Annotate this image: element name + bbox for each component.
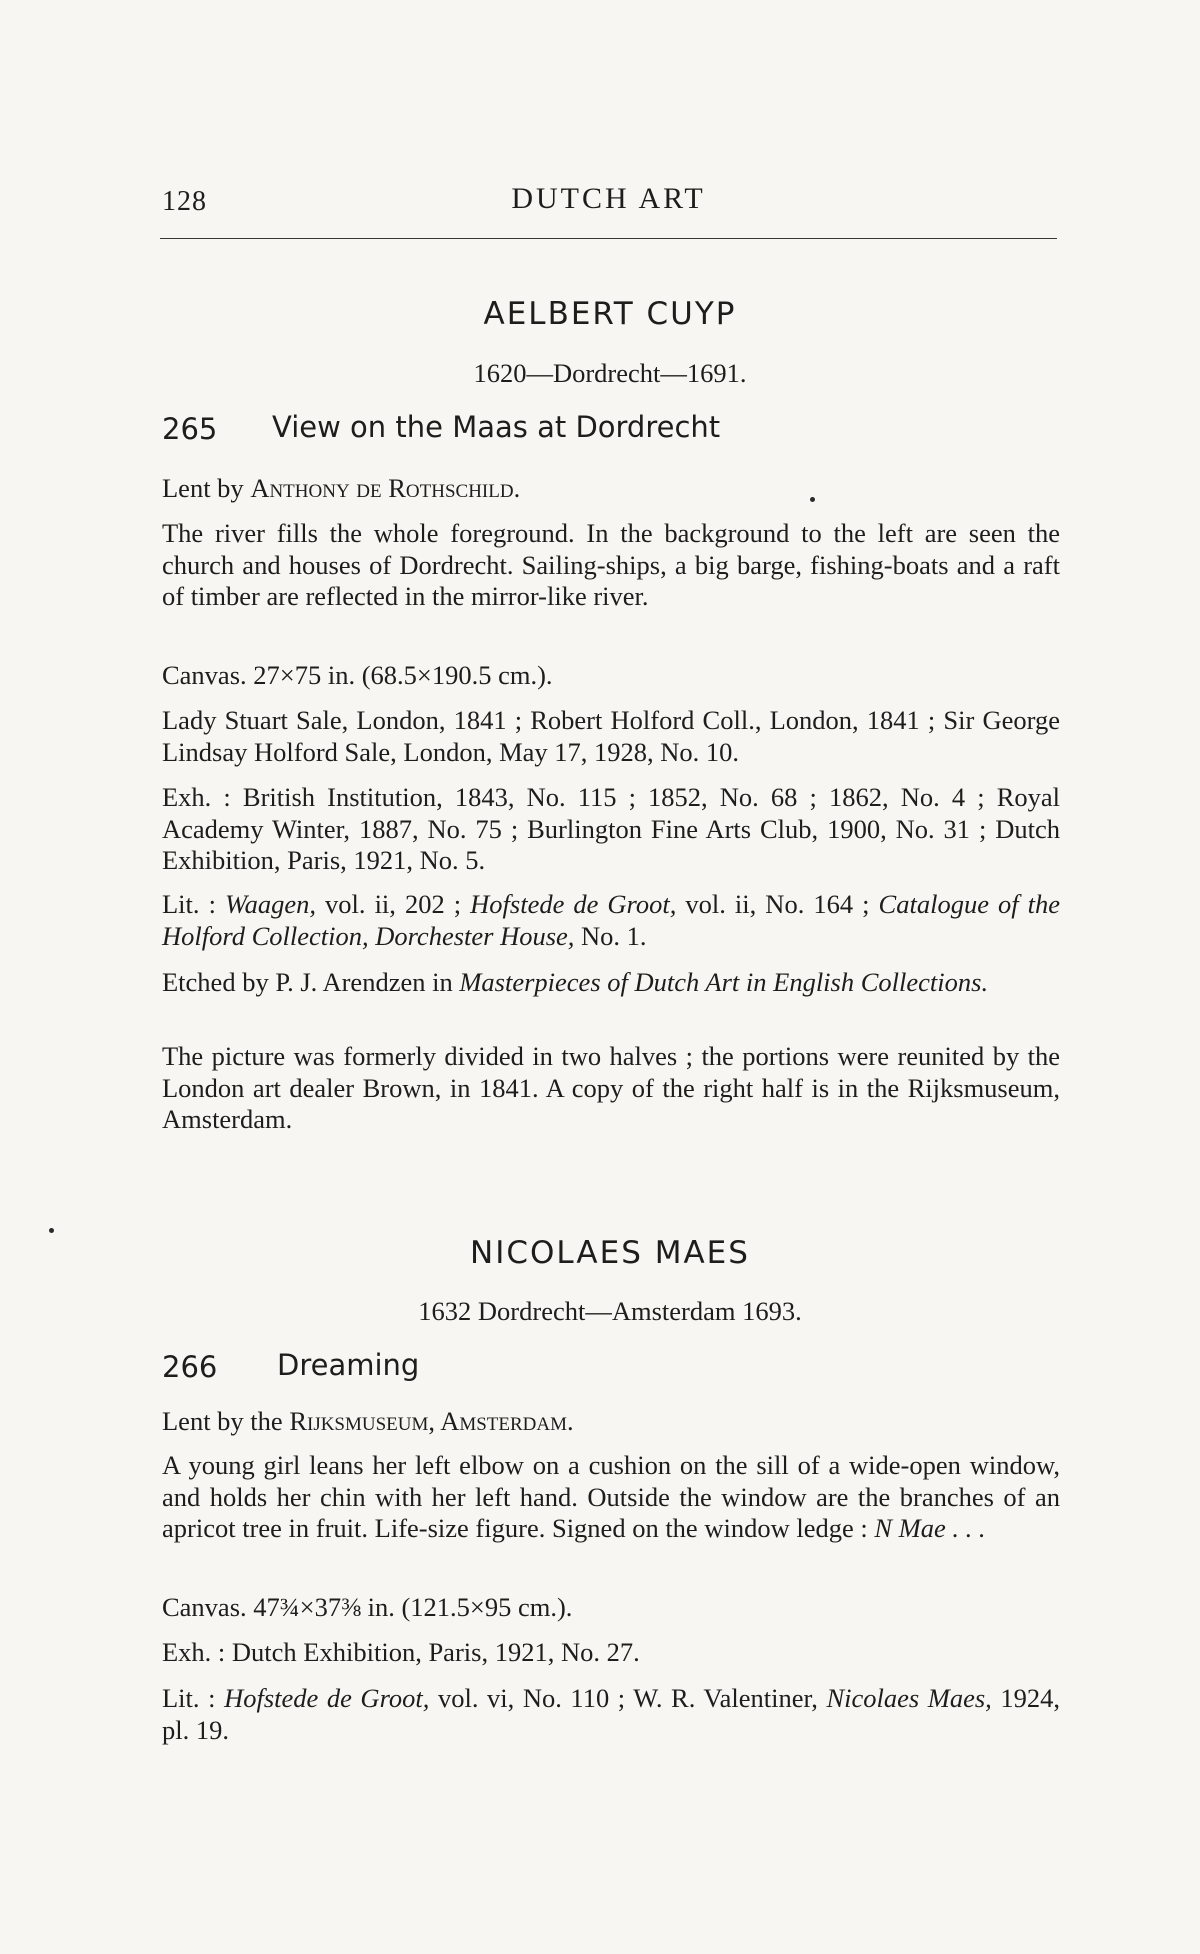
canvas-dimensions: Canvas. 27×75 in. (68.5×190.5 cm.). — [162, 660, 553, 690]
signature-inscription: N Mae . . . — [874, 1513, 986, 1543]
lit-reference: vol. ii, No. 164 ; — [676, 889, 879, 919]
page-number: 128 — [162, 186, 207, 217]
entry-number: 266 — [162, 1350, 218, 1384]
lit-prefix: Lit. : — [162, 889, 216, 919]
entry-description — [162, 1450, 1060, 1545]
literature — [162, 1683, 1060, 1746]
description-text: A young girl leans her left elbow on a cushion on the sill of a wide-open window, and holds her chin with her left hand. Outside the window are the branches of an apricot tree in fruit. Life-size figure. Signed on the window ledge : — [162, 1450, 1060, 1543]
lit-title: Catalogue of the Holford Collection, Dorchester House, — [162, 889, 1061, 951]
exhibitions: Exh. : British Institution, 1843, No. 115 ; 1852, No. 68 ; 1862, No. 4 ; Royal Academy Winter, 1887, No. 75 ; Burlington Fine Arts Club, 1900, No. 31 ; Dutch Exhibition, Paris, 1921, No. 5. — [162, 782, 1060, 875]
lit-reference: 1924, pl. 19. — [162, 1683, 1060, 1745]
lit-reference: No. 1. — [574, 920, 647, 951]
etching-prefix: Etched by P. J. Arendzen in — [162, 967, 460, 997]
lender-line — [162, 1406, 1060, 1438]
entry-title: Dreaming — [277, 1348, 420, 1382]
print-speck — [810, 497, 815, 502]
lit-author: Hofstede de Groot, — [224, 1683, 430, 1713]
header-rule — [160, 238, 1057, 239]
provenance: Lady Stuart Sale, London, 1841 ; Robert Holford Coll., London, 1841 ; Sir George Lindsay Holford Sale, London, May 17, 1928, No. 10. — [162, 705, 1060, 767]
canvas-dimensions: Canvas. 47¾×37⅜ in. (121.5×95 cm.). — [162, 1592, 573, 1622]
artist-dates: 1632 Dordrecht—Amsterdam 1693. — [418, 1296, 802, 1326]
page-header — [160, 180, 1057, 230]
print-speck — [49, 1228, 54, 1233]
lender-name: Anthony de Rothschild. — [250, 473, 521, 503]
etching-title: Masterpieces of Dutch Art in English Collections. — [459, 967, 989, 997]
etching-note — [162, 967, 1060, 999]
history-note: The picture was formerly divided in two halves ; the portions were reunited by the London art dealer Brown, in 1841. A copy of the right half is in the Rijksmuseum, Amsterdam. — [162, 1041, 1060, 1134]
artist-heading: NICOLAES MAES — [470, 1235, 750, 1271]
entry-description: The river fills the whole foreground. In the background to the left are seen the church and houses of Dordrecht. Sailing-ships, a big barge, fishing-boats and a raft of timber are reflected in the mirror-like river. — [162, 518, 1060, 611]
lender-line — [162, 473, 1060, 505]
lit-reference: vol. vi, No. 110 ; W. R. Valentiner, — [429, 1683, 827, 1713]
lit-author: Waagen, — [224, 889, 317, 919]
lit-reference: vol. ii, 202 ; — [316, 889, 471, 919]
lender-name: Rijksmuseum, Amsterdam. — [289, 1406, 574, 1436]
entry-number: 265 — [162, 412, 218, 446]
lit-author: Hofstede de Groot, — [470, 889, 677, 919]
exhibitions: Exh. : Dutch Exhibition, Paris, 1921, No. 27. — [162, 1637, 640, 1667]
entry-title: View on the Maas at Dordrecht — [272, 410, 721, 444]
lent-prefix: Lent by — [162, 473, 244, 503]
artist-dates: 1620—Dordrecht—1691. — [473, 358, 747, 388]
artist-heading: AELBERT CUYP — [483, 296, 737, 332]
lit-title: Nicolaes Maes, — [826, 1683, 992, 1713]
running-title: DUTCH ART — [511, 182, 706, 215]
literature — [162, 889, 1060, 952]
lit-prefix: Lit. : — [162, 1683, 216, 1713]
lent-prefix: Lent by the — [162, 1406, 283, 1436]
